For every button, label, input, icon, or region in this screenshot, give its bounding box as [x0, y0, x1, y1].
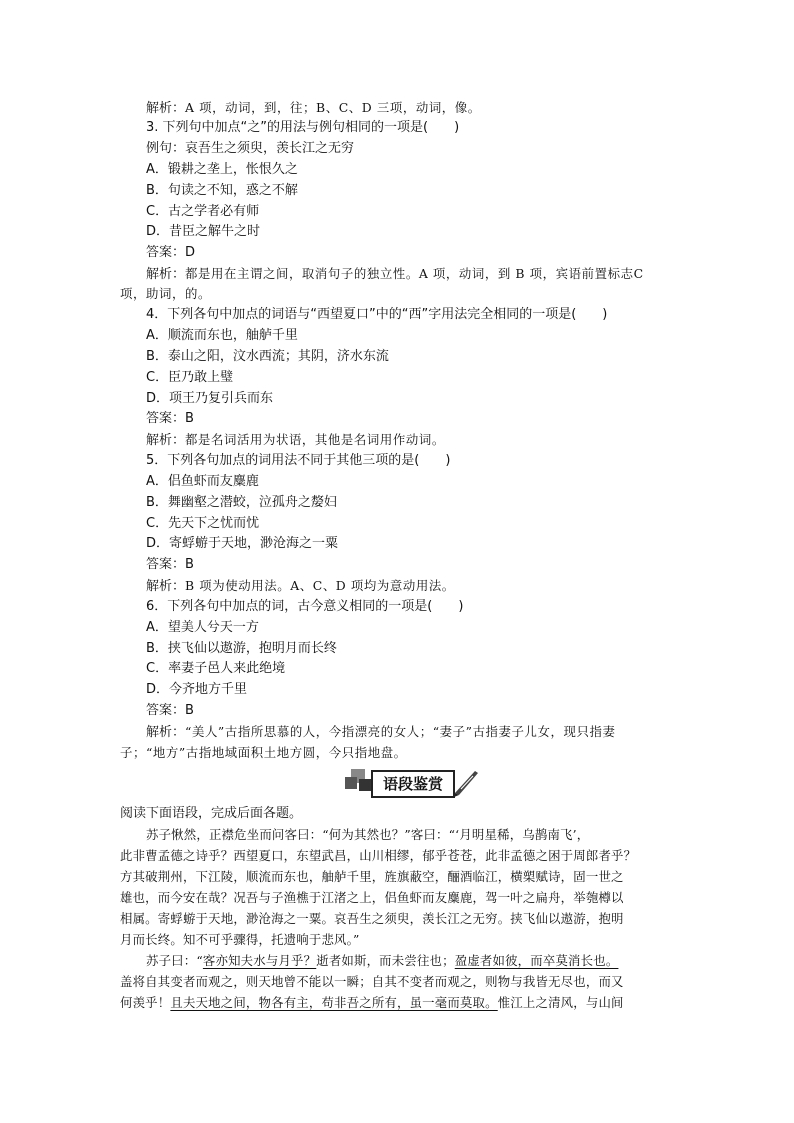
answer-value: B — [185, 557, 194, 572]
underlined-sentence: 且夫天地之间，物各有主，苟非吾之所有，虽一毫而莫取。 — [170, 995, 498, 1010]
passage-text: 惟江上之清风，与山间 — [497, 995, 624, 1010]
question-5-option-b: B．舞幽壑之潜蛟，泣孤舟之嫠妇 — [146, 495, 337, 510]
question-6-stem: 6．下列各句中加点的词，古今意义相同的一项是( ) — [146, 599, 464, 614]
analysis-line — [146, 265, 644, 284]
answer-value: B — [185, 703, 194, 718]
brush-icon — [453, 767, 479, 797]
underlined-sentence: 客亦知夫水与月乎？ — [202, 953, 317, 968]
answer-line — [146, 556, 194, 574]
answer-line — [146, 244, 195, 262]
question-6-option-c: C．率妻子邑人来此绝境 — [146, 661, 286, 676]
analysis-continuation — [120, 744, 407, 763]
question-5-option-a: A．侣鱼虾而友麋鹿 — [146, 474, 259, 489]
passage-line — [146, 952, 618, 970]
question-3-option-a: A．锻耕之垄上，怅恨久之 — [146, 162, 298, 177]
answer-value: D — [185, 245, 196, 260]
question-3-stem: 3. 下列句中加点“之”的用法与例句相同的一项是( ) — [146, 120, 460, 135]
analysis-text: 子；“地方”古指地域面积土地方圆，今只指地盘。 — [120, 745, 407, 760]
analysis-label: 解析： — [146, 267, 186, 282]
answer-line — [146, 702, 194, 720]
question-4-option-b: B．泰山之阳，汶水西流；其阴，济水东流 — [146, 349, 389, 364]
question-6-option-d: D．今齐地方千里 — [146, 682, 248, 697]
question-5-option-d: D．寄蜉蝣于天地，渺沧海之一粟 — [146, 536, 339, 551]
question-4-option-c: C．臣乃敢上璧 — [146, 370, 234, 385]
analysis-label: 解析： — [146, 433, 186, 448]
passage-text: 何羡乎！ — [120, 995, 171, 1010]
question-3-option-c: C．古之学者必有师 — [146, 204, 260, 219]
analysis-text: 都是用在主谓之间，取消句子的独立性。A 项，动词，到 B 项，宾语前置标志C — [185, 266, 644, 281]
question-4-option-a: A．顺流而东也，舳舻千里 — [146, 328, 298, 343]
passage-line: 盖将自其变者而观之，则天地曾不能以一瞬；自其不变者而观之，则物与我皆无尽也，而又 — [120, 974, 624, 989]
question-5-stem: 5．下列各句加点的词用法不同于其他三项的是( ) — [146, 453, 451, 468]
passage-line: 雄也，而今安在哉？况吾与子渔樵于江渚之上，侣鱼虾而友麋鹿，驾一叶之扁舟，举匏樽以 — [120, 890, 624, 905]
answer-label: 答案： — [146, 411, 186, 426]
question-3-option-b: B．句读之不知，惑之不解 — [146, 183, 298, 198]
passage-line: 苏子愀然，正襟危坐而问客曰：“何为其然也？”客曰：“‘月明星稀，乌鹊南飞’， — [146, 827, 590, 842]
passage-text: 苏子曰：“ — [146, 953, 203, 968]
question-6-option-b: B．挟飞仙以遨游，抱明月而长终 — [146, 641, 337, 656]
analysis-line — [146, 723, 615, 742]
analysis-text: “美人”古指所思慕的人，今指漂亮的女人；“妻子”古指妻子儿女，现只指妻 — [185, 724, 616, 739]
passage-line: 此非曹孟德之诗乎？西望夏口，东望武昌，山川相缪，郁乎苍苍，此非孟德之困于周郎者乎？ — [120, 848, 637, 863]
answer-line — [146, 410, 194, 428]
analysis-label: 解析： — [146, 579, 186, 594]
passage-instruction: 阅读下面语段，完成后面各题。 — [120, 806, 303, 821]
analysis-text: 都是名词活用为状语，其他是名词用作动词。 — [185, 432, 445, 447]
question-4-option-d: D．项王乃复引兵而东 — [146, 391, 274, 406]
analysis-line — [146, 99, 481, 118]
analysis-text: B 项为使动用法。A、C、D 项均为意动用法。 — [185, 578, 455, 593]
question-3-example: 例句：哀吾生之须臾，羡长江之无穷 — [146, 141, 355, 156]
passage-line — [120, 994, 624, 1012]
passage-line: 方其破荆州，下江陵，顺流而东也，舳舻千里，旌旗蔽空，酾酒临江，横槊赋诗，固一世之 — [120, 869, 624, 884]
analysis-line — [146, 577, 455, 596]
answer-label: 答案： — [146, 557, 186, 572]
analysis-label: 解析： — [146, 101, 186, 116]
banner-square-decoration — [345, 777, 357, 789]
analysis-text: 项，助词，的。 — [120, 286, 211, 301]
question-4-stem: 4．下列各句中加点的词语与“西望夏口”中的“西”字用法完全相同的一项是( ) — [146, 307, 608, 322]
section-banner — [345, 767, 479, 797]
answer-label: 答案： — [146, 703, 186, 718]
analysis-label: 解析： — [146, 725, 186, 740]
answer-value: B — [185, 411, 194, 426]
banner-title: 语段鉴赏 — [371, 770, 455, 798]
underlined-sentence: 盈虚者如彼，而卒莫消长也。 — [454, 953, 619, 968]
question-6-option-a: A．望美人兮天一方 — [146, 620, 259, 635]
analysis-line — [146, 431, 445, 450]
answer-label: 答案： — [146, 245, 186, 260]
question-3-option-d: D．昔臣之解牛之时 — [146, 224, 261, 239]
passage-text: 逝者如斯，而未尝往也； — [316, 953, 455, 968]
analysis-text: A 项，动词，到，往；B、C、D 三项，动词，像。 — [185, 100, 481, 115]
question-5-option-c: C．先天下之忧而忧 — [146, 516, 260, 531]
analysis-continuation — [120, 285, 211, 304]
banner-square-decoration — [359, 779, 371, 791]
passage-line: 相属。寄蜉蝣于天地，渺沧海之一粟。哀吾生之须臾，羡长江之无穷。挟飞仙以遨游，抱明 — [120, 911, 624, 926]
passage-line: 月而长终。知不可乎骤得，托遗响于悲风。” — [120, 932, 360, 947]
